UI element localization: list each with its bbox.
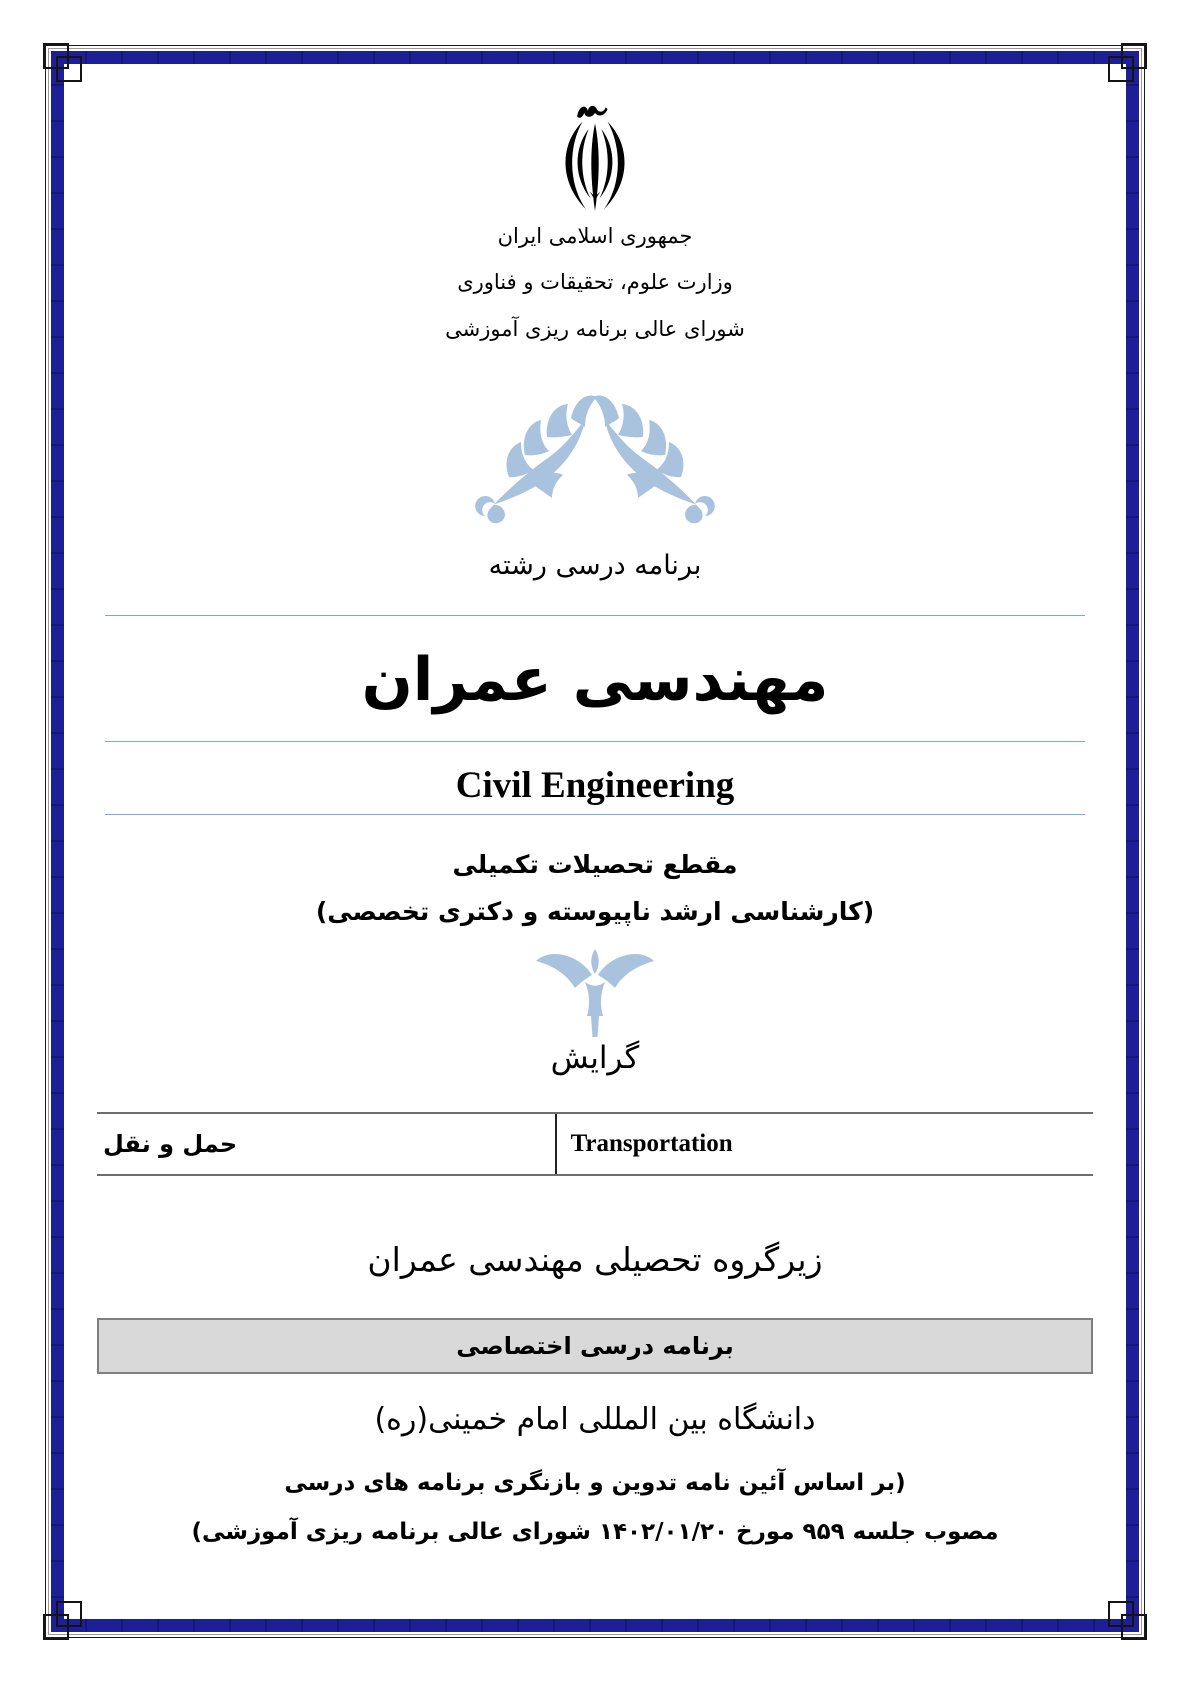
track-name-en: Transportation: [570, 1130, 733, 1157]
border-band-bottom: [51, 1619, 1139, 1632]
level-line-1: مقطع تحصیلات تکمیلی: [452, 850, 738, 879]
program-label: برنامه درسی رشته: [488, 550, 702, 581]
corner-knot-ornament: [47, 1596, 87, 1636]
footnote-line-1: (بر اساس آئین نامه تدوین و بازنگری برنامه های درسی: [284, 1470, 906, 1496]
floral-flourish-ornament: [475, 392, 715, 531]
track-table: [97, 1112, 1093, 1176]
header-line-ministry: وزارت علوم، تحقیقات و فناوری: [457, 270, 733, 294]
footnote-line-2: مصوب جلسه ۹۵۹ مورخ ۱۴۰۲/۰۱/۲۰ شورای عالی برنامه ریزی آموزشی): [191, 1519, 999, 1545]
divider-line: [105, 814, 1085, 815]
field-title-en: Civil Engineering: [455, 765, 735, 806]
university-name: دانشگاه بین المللی امام خمینی(ره): [374, 1402, 816, 1437]
track-name-fa: حمل و نقل: [103, 1130, 238, 1158]
curriculum-banner: برنامه درسی اختصاصی: [97, 1318, 1093, 1374]
corner-knot-ornament: [1103, 47, 1143, 87]
border-band-top: [51, 51, 1139, 64]
fleur-ornament: [530, 945, 660, 1044]
header-line-council: شورای عالی برنامه ریزی آموزشی: [445, 317, 745, 341]
corner-knot-ornament: [1103, 1596, 1143, 1636]
header-line-republic: جمهوری اسلامی ایران: [497, 224, 693, 248]
iran-emblem-icon: [0, 102, 1190, 224]
divider-line: [105, 741, 1085, 742]
track-label: گرایش: [550, 1040, 640, 1076]
field-title-fa: مهندسی عمران: [361, 645, 829, 715]
divider-line: [105, 615, 1085, 616]
level-line-2: (کارشناسی ارشد ناپیوسته و دکتری تخصصی): [315, 897, 875, 926]
corner-knot-ornament: [47, 47, 87, 87]
subgroup-line: زیرگروه تحصیلی مهندسی عمران: [367, 1240, 823, 1279]
